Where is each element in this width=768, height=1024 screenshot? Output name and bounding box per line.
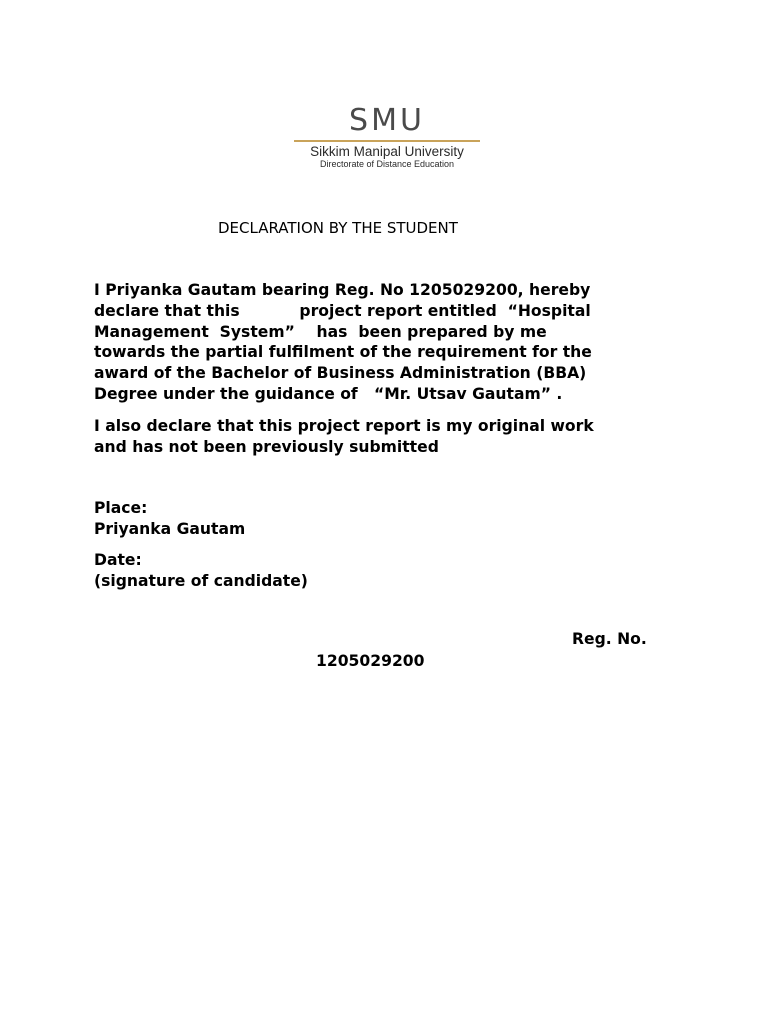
candidate-name: Priyanka Gautam xyxy=(94,520,246,538)
paragraph-line: Degree under the guidance of “Mr. Utsav Gautam” . xyxy=(94,384,563,403)
place-label: Place: xyxy=(94,499,148,517)
logo-university-name: Sikkim Manipal University xyxy=(310,144,464,159)
paragraph-line: I Priyanka Gautam bearing Reg. No 1205029200, hereby xyxy=(94,281,591,299)
reg-no-value: 1205029200 xyxy=(316,652,425,670)
page-title: DECLARATION BY THE STUDENT xyxy=(218,219,458,237)
logo-mark: SMU xyxy=(349,103,425,138)
reg-no-label: Reg. No. xyxy=(572,630,647,648)
logo-subtitle: Directorate of Distance Education xyxy=(319,159,455,169)
logo-divider xyxy=(294,140,480,142)
date-label: Date: xyxy=(94,551,142,569)
paragraph-line: declare that this project report entitled “Hospital xyxy=(94,301,591,320)
paragraph-line: and has not been previously submitted xyxy=(94,437,439,456)
date-block xyxy=(94,550,308,592)
paragraph-line: towards the partial fulfilment of the requirement for the xyxy=(94,343,592,362)
paragraph-line: Management System” has been prepared by me xyxy=(94,322,547,341)
signature-label: (signature of candidate) xyxy=(94,572,308,590)
place-block xyxy=(94,498,245,540)
declaration-paragraph xyxy=(94,280,694,405)
smu-logo xyxy=(292,104,482,172)
paragraph-line: I also declare that this project report is my original work xyxy=(94,417,594,435)
originality-paragraph xyxy=(94,416,694,458)
paragraph-line: award of the Bachelor of Business Administration (BBA) xyxy=(94,364,587,383)
